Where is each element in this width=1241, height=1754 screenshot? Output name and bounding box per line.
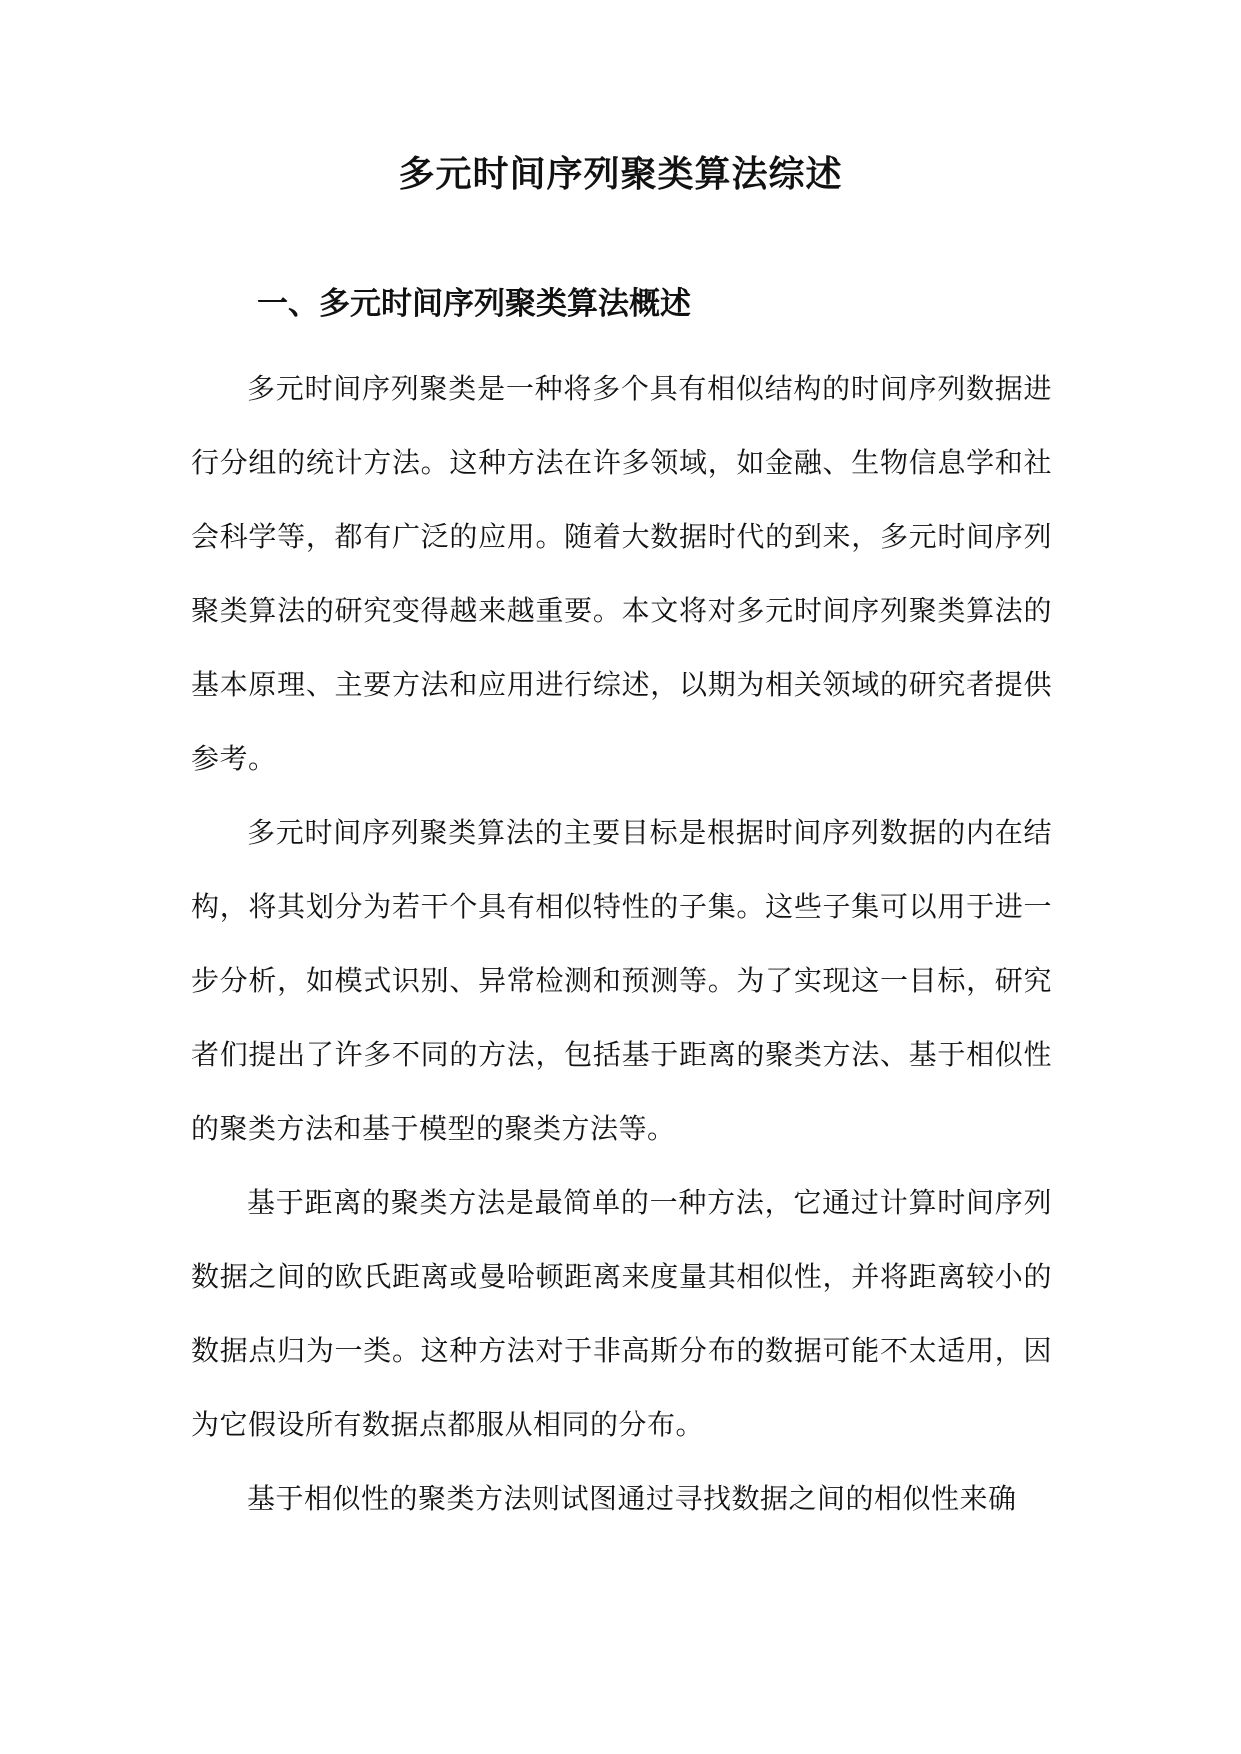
paragraph-4 xyxy=(191,1462,1052,1536)
section-heading: 一、多元时间序列聚类算法概述 xyxy=(257,286,691,322)
document-title: 多元时间序列聚类算法综述 xyxy=(398,153,843,195)
paragraph-3 xyxy=(191,1166,1052,1462)
paragraph-2 xyxy=(191,796,1052,1166)
paragraph-text: 基于相似性的聚类方法则试图通过寻找数据之间的相似性来确 xyxy=(247,1482,1017,1515)
paragraph-text: 多元时间序列聚类算法的主要目标是根据时间序列数据的内在结构，将其划分为若干个具有相似特性的子集。这些子集可以用于进一步分析，如模式识别、异常检测和预测等。为了实现这一目标，研究者们提出了许多不同的方法，包括基于距离的聚类方法、基于相似性的聚类方法和基于模型的聚类方法等。 xyxy=(191,816,1052,1145)
paragraph-text: 基于距离的聚类方法是最简单的一种方法，它通过计算时间序列数据之间的欧氏距离或曼哈顿距离来度量其相似性，并将距离较小的数据点归为一类。这种方法对于非高斯分布的数据可能不太适用，因为它假设所有数据点都服从相同的分布。 xyxy=(191,1186,1052,1441)
paragraph-text: 多元时间序列聚类是一种将多个具有相似结构的时间序列数据进行分组的统计方法。这种方法在许多领域，如金融、生物信息学和社会科学等，都有广泛的应用。随着大数据时代的到来，多元时间序列聚类算法的研究变得越来越重要。本文将对多元时间序列聚类算法的基本原理、主要方法和应用进行综述，以期为相关领域的研究者提供参考。 xyxy=(191,372,1052,775)
paragraph-1 xyxy=(191,352,1052,796)
